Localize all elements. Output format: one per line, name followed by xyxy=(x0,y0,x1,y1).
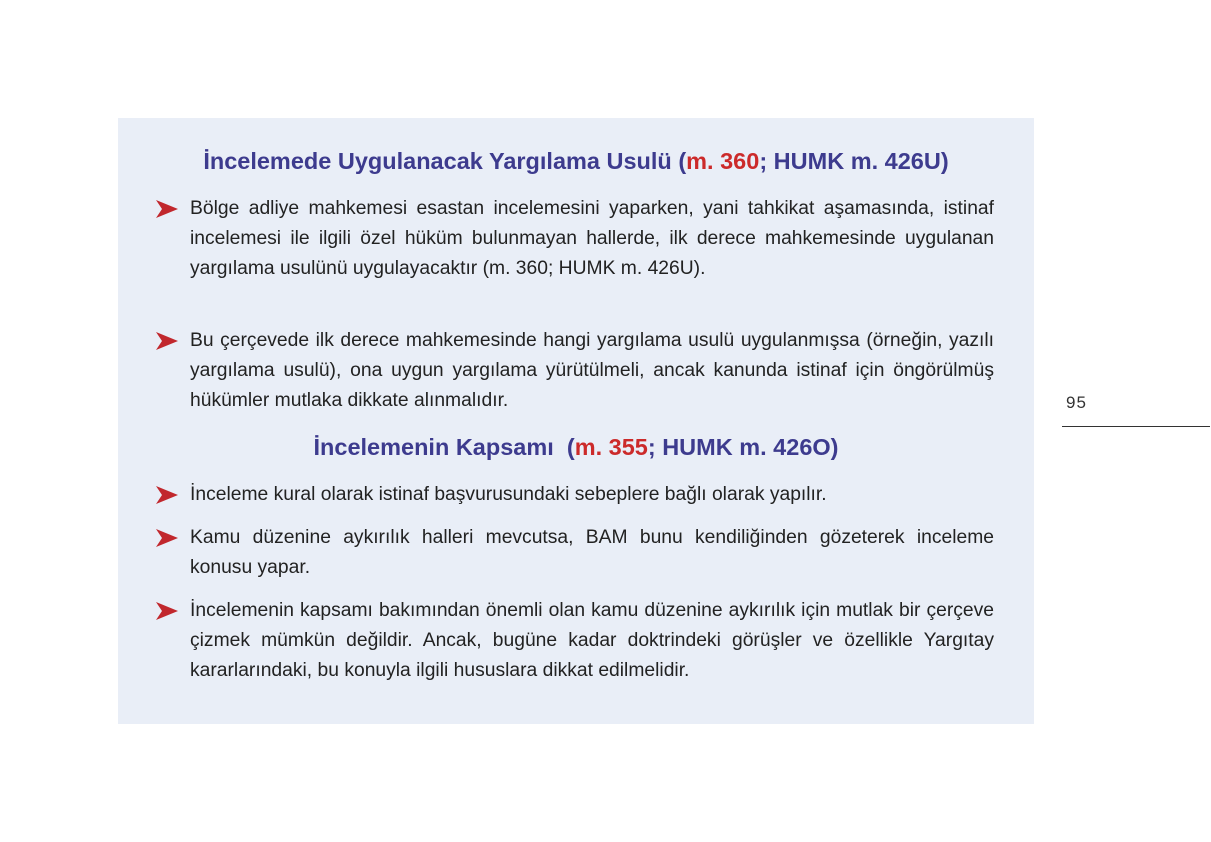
bullet-text: Bölge adliye mahkemesi esastan incelemesini yaparken, yani tahkikat aşamasında, istinaf incelemesi ile ilgili özel hüküm bulunmayan hallerde, ilk derece mahkemesinde uygulanan yargılama usulünü uygulayacaktır (m. 360; HUMK m. 426U). xyxy=(190,198,994,279)
heading-article-reference: m. 360 xyxy=(686,148,760,174)
heading-text: İncelemenin Kapsamı ( xyxy=(313,434,575,460)
bullet-text: İncelemenin kapsamı bakımından önemli olan kamu düzenine aykırılık için mutlak bir çerçeve çizmek mümkün değildir. Ancak, bugüne kadar doktrindeki görüşler ve özellikle Yargıtay kararlarındaki, bu konuyla ilgili hususlara dikkat edilmelidir. xyxy=(190,600,994,681)
page-number-rule xyxy=(1062,426,1210,427)
arrowhead-bullet-icon xyxy=(156,523,178,553)
section-heading-procedure xyxy=(118,148,1034,175)
bullet-text: İnceleme kural olarak istinaf başvurusundaki sebeplere bağlı olarak yapılır. xyxy=(190,484,827,505)
heading-article-reference: m. 355 xyxy=(574,434,648,460)
arrowhead-bullet-icon xyxy=(156,480,178,510)
bullet-text: Kamu düzenine aykırılık halleri mevcutsa, BAM bunu kendiliğinden gözeterek inceleme konusu yapar. xyxy=(190,527,994,578)
bullet-text: Bu çerçevede ilk derece mahkemesinde hangi yargılama usulü uygulanmışsa (örneğin, yazılı yargılama usulü), ona uygun yargılama yürütülmeli, ancak kanunda istinaf için öngörülmüş hükümler mutlaka dikkate alınmalıdır. xyxy=(190,330,994,411)
heading-text-end: ; HUMK m. 426O) xyxy=(647,434,839,460)
section-heading-scope xyxy=(118,434,1034,461)
heading-text-end: ; HUMK m. 426U) xyxy=(759,148,949,174)
arrowhead-bullet-icon xyxy=(156,194,178,224)
page-number: 95 xyxy=(1066,393,1087,412)
arrowhead-bullet-icon xyxy=(156,326,178,356)
heading-text: İncelemede Uygulanacak Yargılama Usulü ( xyxy=(203,148,687,174)
arrowhead-bullet-icon xyxy=(156,596,178,626)
content-panel xyxy=(118,118,1034,724)
